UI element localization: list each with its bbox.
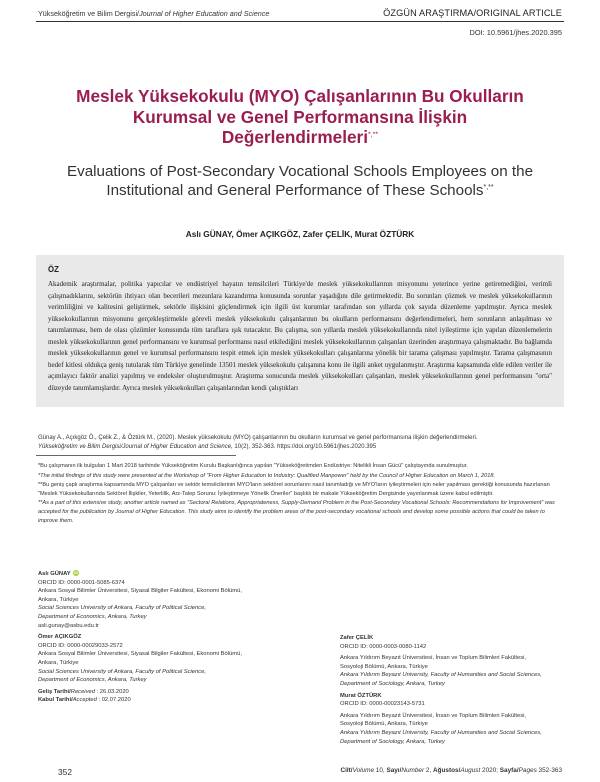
- footnote-1-tr: *Bu çalışmanın ilk bulguları 1 Mart 2018 tarihinde Yükseköğretim Kurulu Başkanlığınca yapılan "Yükseköğretimden Endüstriye: Nitelikli İnsan Gücü" çalıştayında sunulmuştur.: [38, 463, 468, 469]
- journal-name-en: Journal of Higher Education and Science: [139, 9, 270, 18]
- footnote-divider: [36, 455, 236, 456]
- affiliation-en: Social Sciences University of Ankara, Faculty of Political Science,: [38, 668, 206, 675]
- accepted-date: Kabul Tarihi/Accepted : 02.07.2020: [38, 697, 131, 704]
- affiliation-tr-dept: Sosyoloji Bölümü, Ankara, Türkiye: [340, 663, 428, 670]
- affiliation-en-dept: Department of Economics, Ankara, Turkey: [38, 613, 147, 620]
- author-name: Ömer AÇIKGÖZ: [38, 634, 82, 641]
- citation-journal: Yükseköğretim ve Bilim Dergisi/Journal of Higher Education and Science,: [38, 444, 233, 451]
- affiliations-left: [38, 570, 278, 705]
- footnote-2-en: **As a part of this extensive study, another article named as "Sectoral Relations, Appropriateness, Supply-Demand Problem in the Post-Secondary Vocational Schools: Recommendations for Improvement" was accepted for the publication by Journal of Higher Education. This study aims to identify the problem areas of the post-secondary vocational schools and develop some possible actions that could be taken to improve them.: [38, 500, 555, 524]
- doi[interactable]: DOI: 10.5961/jhes.2020.395: [469, 28, 562, 37]
- affiliation-en: Ankara Yıldırım Beyazıt University, Faculty of Humanities and Social Sciences,: [340, 672, 542, 679]
- affiliation-tr-city: Ankara, Türkiye: [38, 659, 79, 666]
- title-turkish-footnote-mark: *,**: [368, 131, 379, 139]
- affiliation-en: Social Sciences University of Ankara, Faculty of Political Science,: [38, 605, 206, 612]
- affiliation-tr: Ankara Yıldırım Beyazıt Üniversitesi, İnsan ve Toplum Bilimleri Fakültesi,: [340, 712, 526, 719]
- footnotes: [38, 462, 562, 526]
- affiliation-en: Ankara Yıldırım Beyazıt University, Faculty of Humanities and Social Sciences,: [340, 729, 542, 736]
- affiliation-tr: Ankara Sosyal Bilimler Üniversitesi, Siyasal Bilgiler Fakültesi, Ekonomi Bölümü,: [38, 651, 242, 658]
- orcid-id[interactable]: ORCID ID: 0000-00023143-5731: [340, 701, 425, 708]
- affiliations-right: [340, 634, 580, 746]
- affiliation-tr-city: Ankara, Türkiye: [38, 596, 79, 603]
- issue-info: Cilt/Volume 10, Sayı/Number 2, Ağustos/August 2020; Sayfa/Pages 352-363: [340, 767, 562, 774]
- abstract-heading: ÖZ: [48, 265, 59, 274]
- affiliation-en-dept: Department of Sociology, Ankara, Turkey: [340, 738, 445, 745]
- orcid-icon[interactable]: iD: [74, 570, 79, 576]
- title-turkish-text: Meslek Yüksekokulu (MYO) Çalışanlarının Bu Okulların Kurumsal ve Genel Performansına İlişkin Değerlendirmeleri: [76, 86, 524, 147]
- citation: [38, 434, 562, 452]
- journal-name: [38, 9, 269, 18]
- footnote-1-en: *The initial findings of this study were presented at the Workshop of "From Higher Education to Industry: Qualified Manpower" held by the Council of Higher Education on March 1, 2018.: [38, 472, 495, 479]
- affiliation-tr: Ankara Sosyal Bilimler Üniversitesi, Siyasal Bilgiler Fakültesi, Ekonomi Bölümü,: [38, 588, 242, 595]
- author-name: Aslı GÜNAY iD: [38, 570, 79, 577]
- citation-text: Günay A., Açıkgöz Ö., Çelik Z., & Öztürk M., (2020). Meslek yüksekokulu (MYO) çalışanlarının bu okulların kurumsal ve genel performansına ilişkin değerlendirmeleri.: [38, 435, 478, 441]
- affiliation-en-dept: Department of Sociology, Ankara, Turkey: [340, 680, 445, 687]
- received-date: Geliş Tarihi/Received : 26.03.2020: [38, 688, 129, 695]
- abstract-text: Akademik araştırmalar, politika yapıcılar ve endüstriyel hayatın temsilcileri Türkiye'de meslek yüksekokullarının misyonunu yeterince yerine getiremediğini, verimli çalışmadıklarını, sektörün ihtiyacı olan becerileri mezunlara kazandırma konusunda sorunlar yaşadığını dile getirmektedir. Bu sorunları çözmek ve meslek yüksekokullarının verimliliğini ve kalitesini geliştirmek, sektörle ilişkisini güçlendirmek için ilgili üst kurumlar tarafından son yıllarda çok sayıda düzenleme yapılmıştır. Ayrıca meslek yüksekokullarının misyonunu gerçekleştirmekle görevli meslek yüksekokulu çalışanlarının bu okulların performansını değerlendirmeleri, hem sorunların anlaşılması ve tanımlanması, hem de olası çözümler konusunda tüm taraflara ışık tutacaktır. Bu çalışma, son yıllarda meslek yüksekokullarında nitel iyileştirme için yapılan düzenlemelerin meslek yüksekokullarının genel performansını ve kurumsal performansı nasıl etkilediğini meslek yüksekokullarının çalışanları üzerinden araştırmaya çalışmaktadır. Bu bağlamda meslek yüksekokullarının genel ve kurumsal performansını tespit etmek için meslek yüksekokulları çalışanlarına yönelik bir tarama çalışması yapılmıştır. Tarama çalışmasının hedef kitlesi oldukça geniş tutularak tüm Türkiye genelinde 13501 meslek yüksekokulu çalışanına konu ile ilgili anket uygulanmıştır. Araştırma kapsamında elde edilen veriler ile açımlayıcı faktör analizi yapılmış ve endeksler oluşturulmuştur. Araştırma sonucunda meslek yüksekokulları çalışanları, meslek yüksekokullarının genel performansını "orta" düzeyde tanımlamışlardır. Ayrıca meslek yüksekokulları çalışanlarından kendi çalıştıkları: [48, 280, 552, 392]
- affiliation-tr: Ankara Yıldırım Beyazıt Üniversitesi, İnsan ve Toplum Bilimleri Fakültesi,: [340, 655, 526, 662]
- title-english-text: Evaluations of Post-Secondary Vocational Schools Employees on the Institutional and General Performance of These Schools: [66, 163, 534, 199]
- title-turkish: [60, 86, 540, 148]
- orcid-id[interactable]: ORCID ID: 0000-0001-5085-6374: [38, 579, 125, 586]
- article-type: ÖZGÜN ARAŞTIRMA/ORIGINAL ARTICLE: [383, 8, 562, 18]
- author-name: Zafer ÇELİK: [340, 635, 374, 641]
- authors: Aslı GÜNAY, Ömer AÇIKGÖZ, Zafer ÇELİK, Murat ÖZTÜRK: [185, 229, 415, 239]
- footnote-2-tr: **Bu geniş çaplı araştırma kapsamında MYO çalışanları ve sektör temsilcilerinin MYO'ların sektörel sorunlarını nasıl tanımladığı ve MYO'ların iyileştirmeleri için neler yapılması gerektiği konusunda hazırlanan "Meslek Yüksekokullarında Sektörel İlişkiler, Yeterlilik, Arz-Talep Sorunu: İyileştirmeye Yönelik Öneriler" başlıklı bir makale Yükseköğretim Dergisinde yayınlanmak üzere kabul edilmiştir.: [38, 482, 550, 497]
- page-number: 352: [58, 767, 72, 777]
- affiliation-en-dept: Department of Economics, Ankara, Turkey: [38, 677, 147, 684]
- journal-name-tr: Yükseköğretim ve Bilim Dergisi/: [38, 9, 140, 18]
- affiliation-tr-dept: Sosyoloji Bölümü, Ankara, Türkiye: [340, 721, 428, 728]
- title-english-footnote-mark: *,**: [483, 183, 494, 191]
- header-divider: [36, 21, 564, 22]
- orcid-id[interactable]: ORCID ID: 0000-00029033-2572: [38, 642, 123, 649]
- author-email[interactable]: asli.gunay@asbu.edu.tr: [38, 622, 99, 629]
- title-english: [60, 162, 540, 200]
- citation-details[interactable]: 10(2), 352-363. https://doi.org/10.5961/jhes.2020.395: [232, 444, 377, 451]
- orcid-id[interactable]: ORCID ID: 0000-0003-0080-1142: [340, 643, 427, 650]
- author-name: Murat ÖZTÜRK: [340, 692, 382, 699]
